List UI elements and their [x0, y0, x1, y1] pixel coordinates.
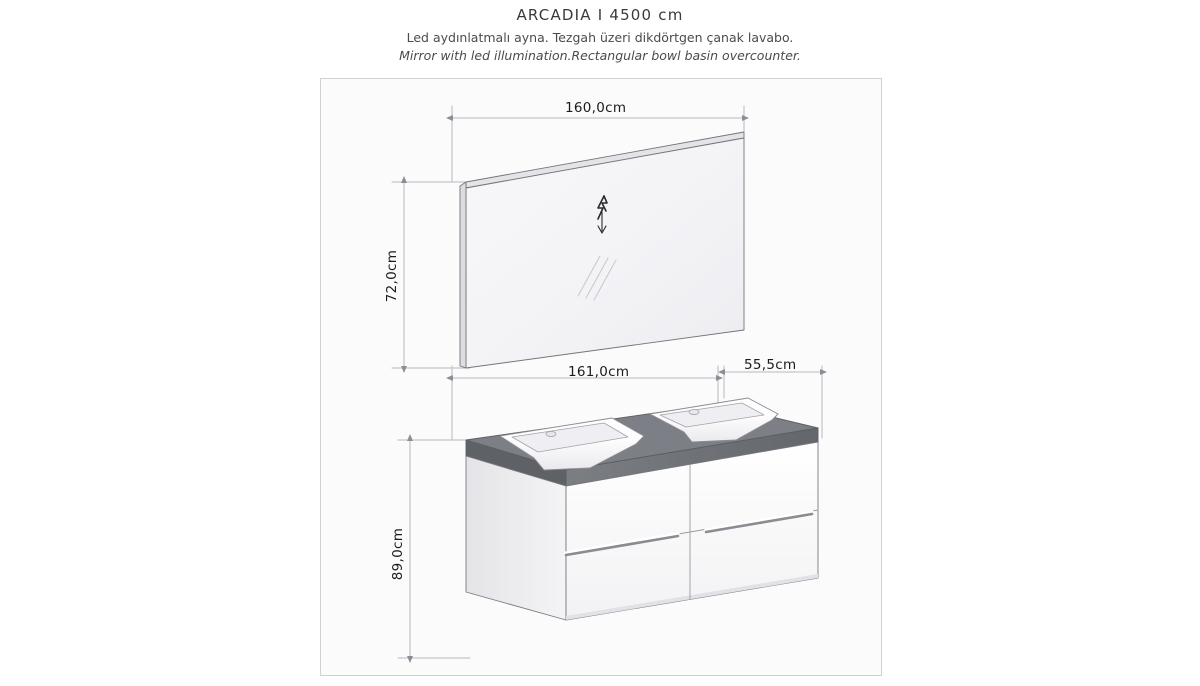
- dimension-mirror-width: 160,0cm: [565, 100, 627, 116]
- subtitle-english: Mirror with led illumination.Rectangular bowl basin overcounter.: [399, 48, 801, 64]
- page-title: ARCADIA I 4500 cm: [516, 6, 684, 24]
- dimension-counter-width: 161,0cm: [568, 364, 630, 380]
- dimension-mirror-height: 72,0cm: [384, 249, 400, 303]
- dimension-counter-depth: 55,5cm: [744, 357, 797, 373]
- subtitle-turkish: Led aydınlatmalı ayna. Tezgah üzeri dikdörtgen çanak lavabo.: [406, 30, 794, 45]
- dimension-unit-height: 89,0cm: [390, 527, 406, 581]
